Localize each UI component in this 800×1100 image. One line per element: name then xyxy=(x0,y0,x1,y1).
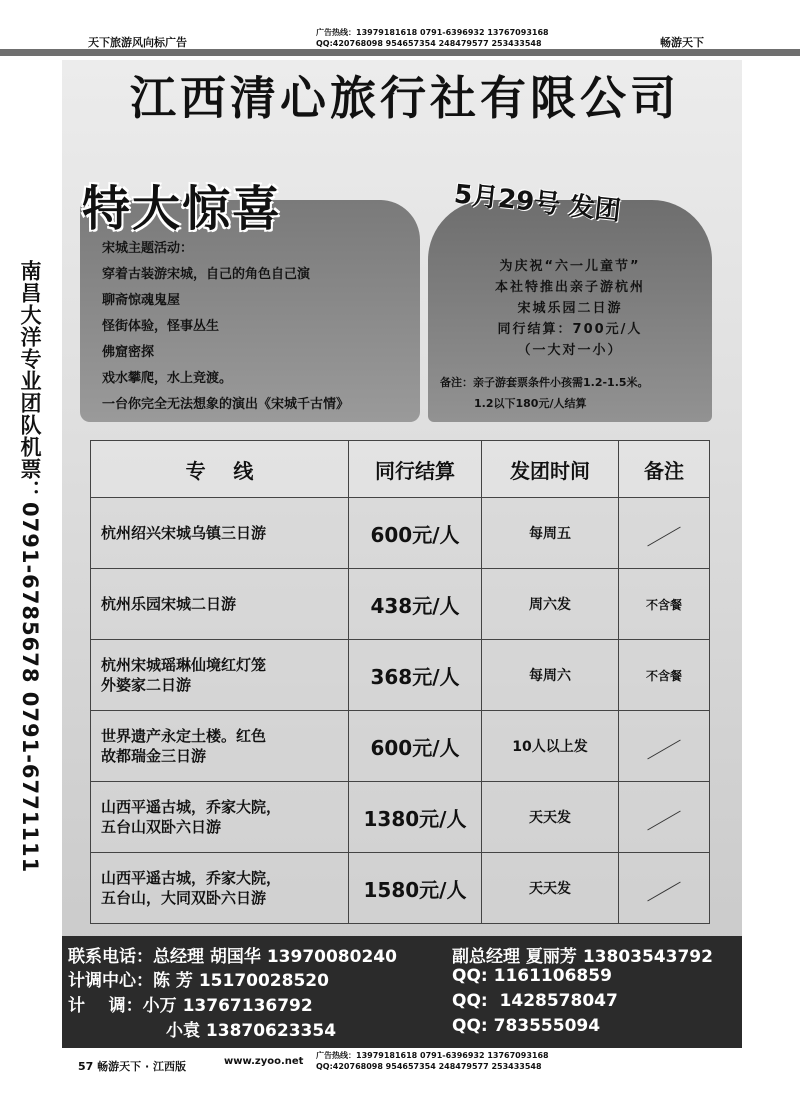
slash-mark xyxy=(647,740,680,760)
promo-date-title: 5月29号 发团 xyxy=(452,179,623,227)
contact-phone: 联系电话：总经理 胡国华 13970080240 xyxy=(68,947,397,967)
route-name: 山西平遥古城，乔家大院， 五台山双卧六日游 xyxy=(91,782,349,853)
contact-box xyxy=(62,936,742,1048)
route-price: 600元/人 xyxy=(349,498,482,569)
contact-planner-2: 小袁 13870623354 xyxy=(166,1021,337,1041)
contact-qq-2: QQ: 1428578047 xyxy=(452,991,618,1011)
route-note xyxy=(619,853,710,924)
col-price: 同行结算 xyxy=(349,441,482,498)
activity-item: 戏水攀爬，水上竞渡。 xyxy=(102,371,233,386)
footer-page: 57 畅游天下 · 江西版 xyxy=(78,1060,186,1073)
route-time: 10人以上发 xyxy=(482,711,619,782)
route-time: 每周五 xyxy=(482,498,619,569)
activity-item: 穿着古装游宋城，自己的角色自己演 xyxy=(102,267,311,282)
route-price: 368元/人 xyxy=(349,640,482,711)
route-name: 世界遗产永定土楼。红色 故都瑞金三日游 xyxy=(91,711,349,782)
activity-list xyxy=(102,236,349,418)
route-note xyxy=(619,711,710,782)
note-line-1: 备注：亲子游套票条件小孩需1.2-1.5米。 xyxy=(440,376,649,389)
slash-mark xyxy=(647,882,680,902)
table-row xyxy=(91,782,710,853)
activity-item: 宋城主题活动： xyxy=(102,241,194,256)
header-qq: QQ:420768098 954657354 248479577 253433548 xyxy=(316,39,542,48)
col-note: 备注 xyxy=(619,441,710,498)
col-route: 专 线 xyxy=(91,441,349,498)
col-time: 发团时间 xyxy=(482,441,619,498)
contact-center: 计调中心：陈 芳 15170028520 xyxy=(68,971,329,991)
route-note xyxy=(619,782,710,853)
route-time: 周六发 xyxy=(482,569,619,640)
route-price: 1580元/人 xyxy=(349,853,482,924)
header-right-label: 畅游天下 xyxy=(660,36,704,49)
routes-table xyxy=(90,440,710,924)
header-hotline: 广告热线：13979181618 0791-6396932 13767093168 xyxy=(316,28,549,37)
contact-planner: 计 调：小万 13767136792 xyxy=(68,996,313,1016)
route-time: 天天发 xyxy=(482,782,619,853)
offer-line: 同行结算：700元/人 xyxy=(497,322,643,337)
header-contact xyxy=(316,27,549,49)
route-name: 杭州绍兴宋城乌镇三日游 xyxy=(91,498,349,569)
footer-url: www.zyoo.net xyxy=(224,1056,304,1067)
route-name: 杭州乐园宋城二日游 xyxy=(91,569,349,640)
activity-item: 怪街体验，怪事丛生 xyxy=(102,319,220,334)
contact-deputy: 副总经理 夏丽芳 13803543792 xyxy=(452,947,713,967)
table-row xyxy=(91,711,710,782)
offer-line: 宋城乐园二日游 xyxy=(517,301,623,316)
route-price: 438元/人 xyxy=(349,569,482,640)
table-header-row xyxy=(91,441,710,498)
contact-qq-3: QQ: 783555094 xyxy=(452,1016,601,1036)
promo-offer xyxy=(430,256,710,361)
footer-qq: QQ:420768098 954657354 248479577 253433548 xyxy=(316,1062,542,1071)
activity-item: 聊斋惊魂鬼屋 xyxy=(102,293,181,308)
activity-item: 一台你完全无法想象的演出《宋城千古情》 xyxy=(102,397,350,412)
route-note: 不含餐 xyxy=(619,640,710,711)
slash-mark xyxy=(647,811,680,831)
table-row xyxy=(91,498,710,569)
footer-hotline: 广告热线：13979181618 0791-6396932 13767093168 xyxy=(316,1051,549,1060)
route-time: 每周六 xyxy=(482,640,619,711)
table-row xyxy=(91,640,710,711)
route-price: 1380元/人 xyxy=(349,782,482,853)
footer-contact xyxy=(316,1050,549,1072)
slash-mark xyxy=(647,527,680,547)
header-rule xyxy=(0,49,800,56)
promo-note xyxy=(440,372,649,414)
route-name: 杭州宋城瑶琳仙境红灯笼 外婆家二日游 xyxy=(91,640,349,711)
offer-line: （一大对一小） xyxy=(517,343,623,358)
table-row xyxy=(91,853,710,924)
offer-line: 本社特推出亲子游杭州 xyxy=(494,280,645,295)
route-note xyxy=(619,498,710,569)
route-time: 天天发 xyxy=(482,853,619,924)
company-name: 江西清心旅行社有限公司 xyxy=(130,71,680,125)
table-row xyxy=(91,569,710,640)
side-banner: 南昌大洋专业团队机票：0791-6785678 0791-6771111 xyxy=(18,260,42,874)
offer-line: 为庆祝“六一儿童节” xyxy=(499,259,641,274)
note-line-2: 1.2以下180元/人结算 xyxy=(474,397,587,410)
header-left-label: 天下旅游风向标广告 xyxy=(88,36,187,49)
promo-title: 特大惊喜 xyxy=(82,181,283,237)
route-name: 山西平遥古城，乔家大院， 五台山，大同双卧六日游 xyxy=(91,853,349,924)
route-price: 600元/人 xyxy=(349,711,482,782)
activity-item: 佛窟密探 xyxy=(102,345,155,360)
contact-qq-1: QQ: 1161106859 xyxy=(452,966,612,986)
route-note: 不含餐 xyxy=(619,569,710,640)
